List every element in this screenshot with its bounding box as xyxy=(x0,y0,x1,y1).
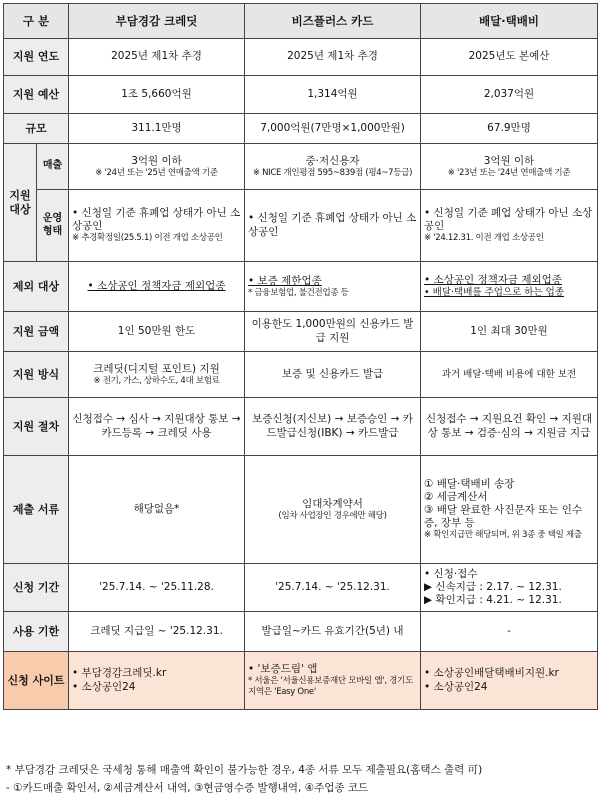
site-delivery-link-1[interactable]: • 소상공인배달택배비지원.kr xyxy=(424,667,559,680)
period-delivery-confirm: ▶ 확인지급 : 4.21. ~ 12.31. xyxy=(424,594,562,607)
docs-card-text: 임대차계약서 xyxy=(302,497,363,510)
exclude-card-note: * 금융보험업, 불건전업종 등 xyxy=(248,287,349,298)
row-label-year: 지원 연도 xyxy=(4,39,69,76)
cell-period-credit: '25.7.14. ~ '25.11.28. xyxy=(69,564,245,612)
cell-sales-credit xyxy=(69,144,245,190)
cell-year-card: 2025년 제1차 추경 xyxy=(245,39,421,76)
cell-period-delivery xyxy=(421,564,598,612)
sales-delivery-note: ※ '23년 또는 '24년 연매출액 기준 xyxy=(447,167,571,178)
site-credit-link-1[interactable]: • 부담경감크레딧.kr xyxy=(72,667,167,680)
cell-budget-credit: 1조 5,660억원 xyxy=(69,76,245,114)
cell-usage-delivery: - xyxy=(421,612,598,652)
cell-docs-credit: 해당없음* xyxy=(69,456,245,564)
sales-card-note: ※ NICE 개인평점 595~839점 (평4~7등급) xyxy=(252,167,413,178)
status-delivery-note: ※ '24.12.31. 이전 개업 소상공인 xyxy=(424,233,544,244)
sales-credit-note: ※ '24년 또는 '25년 연매출액 기준 xyxy=(95,167,218,178)
row-label-scale: 규모 xyxy=(4,114,69,144)
site-card-app[interactable]: • '보증드림' 앱 xyxy=(248,663,318,676)
cell-amount-credit: 1인 50만원 한도 xyxy=(69,312,245,352)
table-row xyxy=(4,352,598,398)
footnote-line-2: - ①카드매출 확인서, ②세금계산서 내역, ③현금영수증 발행내역, ④주업종 코드 xyxy=(6,781,369,794)
cell-year-credit: 2025년 제1차 추경 xyxy=(69,39,245,76)
sales-card-text: 중·저신용자 xyxy=(305,154,360,167)
cell-method-credit xyxy=(69,352,245,398)
sales-delivery-text: 3억원 이하 xyxy=(483,154,535,167)
row-label-docs: 제출 서류 xyxy=(4,456,69,564)
exclude-delivery-text-2: • 배달·택배를 주업으로 하는 업종 xyxy=(424,287,565,299)
cell-status-credit xyxy=(69,190,245,262)
cell-sales-delivery xyxy=(421,144,598,190)
cell-site-delivery xyxy=(421,652,598,710)
cell-process-delivery: 신청접수 → 지원요건 확인 → 지원대상 통보 → 검증·심의 → 지원금 지급 xyxy=(421,398,598,456)
header-category: 구 분 xyxy=(4,4,69,39)
header-delivery: 배달·택배비 xyxy=(421,4,598,39)
sub-label-sales: 매출 xyxy=(37,144,69,190)
cell-scale-credit: 311.1만명 xyxy=(69,114,245,144)
cell-status-delivery xyxy=(421,190,598,262)
method-credit-text: 크레딧(디지털 포인트) 지원 xyxy=(93,362,220,375)
cell-docs-card xyxy=(245,456,421,564)
cell-exclude-credit xyxy=(69,262,245,312)
sales-credit-text: 3억원 이하 xyxy=(131,154,182,167)
exclude-credit-text: • 소상공인 정책자금 제외업종 xyxy=(87,279,226,292)
cell-process-credit: 신청접수 → 심사 → 지원대상 통보 → 카드등록 → 크레딧 사용 xyxy=(69,398,245,456)
table-row xyxy=(4,564,598,612)
table-header-row xyxy=(4,4,598,39)
status-credit-text: • 신청일 기준 휴폐업 상태가 아닌 소상공인 xyxy=(72,207,241,233)
cell-year-delivery: 2025년도 본예산 xyxy=(421,39,598,76)
cell-exclude-card xyxy=(245,262,421,312)
header-bizplus-card: 비즈플러스 카드 xyxy=(245,4,421,39)
cell-sales-card xyxy=(245,144,421,190)
docs-delivery-item-1: ① 배달·택배비 송장 xyxy=(424,477,515,490)
cell-site-credit xyxy=(69,652,245,710)
row-label-usage: 사용 기한 xyxy=(4,612,69,652)
cell-usage-credit: 크레딧 지급일 ~ '25.12.31. xyxy=(69,612,245,652)
row-label-method: 지원 방식 xyxy=(4,352,69,398)
row-label-target: 지원 대상 xyxy=(4,144,37,262)
table-row xyxy=(4,398,598,456)
row-label-exclude: 제외 대상 xyxy=(4,262,69,312)
docs-delivery-item-3: ③ 배달 완료한 사진문자 또는 인수증, 장부 등 xyxy=(424,504,582,530)
cell-method-card: 보증 및 신용카드 발급 xyxy=(245,352,421,398)
exclude-delivery-text-1: • 소상공인 정책자금 제외업종 xyxy=(424,274,562,286)
table-row xyxy=(4,39,598,76)
docs-delivery-note: ※ 확인지급만 해당되며, 위 3종 중 택일 제출 xyxy=(424,530,582,541)
site-credit-link-2[interactable]: • 소상공인24 xyxy=(72,680,136,693)
support-program-table xyxy=(3,3,598,710)
cell-exclude-delivery xyxy=(421,262,598,312)
table-row xyxy=(4,190,598,262)
cell-method-delivery: 과거 배달·택배 비용에 대한 보전 xyxy=(421,352,598,398)
row-label-budget: 지원 예산 xyxy=(4,76,69,114)
cell-amount-delivery: 1인 최대 30만원 xyxy=(421,312,598,352)
period-delivery-head: • 신청·접수 xyxy=(424,567,478,580)
table-row xyxy=(4,114,598,144)
header-credit: 부담경감 크레딧 xyxy=(69,4,245,39)
table-row xyxy=(4,312,598,352)
exclude-card-text: • 보증 제한업종 xyxy=(248,274,322,287)
row-label-process: 지원 절차 xyxy=(4,398,69,456)
docs-delivery-item-2: ② 세금계산서 xyxy=(424,491,488,504)
row-label-site: 신청 사이트 xyxy=(4,652,69,710)
cell-amount-card: 이용한도 1,000만원의 신용카드 발급 지원 xyxy=(245,312,421,352)
cell-scale-delivery: 67.9만명 xyxy=(421,114,598,144)
cell-period-card: '25.7.14. ~ '25.12.31. xyxy=(245,564,421,612)
table-row xyxy=(4,262,598,312)
cell-site-card xyxy=(245,652,421,710)
table-row xyxy=(4,76,598,114)
cell-budget-delivery: 2,037억원 xyxy=(421,76,598,114)
cell-scale-card: 7,000억원(7만명×1,000만원) xyxy=(245,114,421,144)
table-row xyxy=(4,612,598,652)
status-delivery-text: • 신청일 기준 폐업 상태가 아닌 소상공인 xyxy=(424,207,593,233)
row-label-period: 신청 기간 xyxy=(4,564,69,612)
status-credit-note: ※ 추경확정일(25.5.1) 이전 개업 소상공인 xyxy=(72,233,223,244)
sub-label-status: 운영 형태 xyxy=(37,190,69,262)
table-row xyxy=(4,652,598,710)
row-label-amount: 지원 금액 xyxy=(4,312,69,352)
docs-card-note: (임차 사업장인 경우에만 해당) xyxy=(278,510,387,521)
cell-usage-card: 발급일~카드 유효기간(5년) 내 xyxy=(245,612,421,652)
footnote xyxy=(6,762,596,798)
cell-process-card: 보증신청(지신보) → 보증승인 → 카드발급신청(IBK) → 카드발급 xyxy=(245,398,421,456)
site-delivery-link-2[interactable]: • 소상공인24 xyxy=(424,680,488,693)
status-card-text: • 신청일 기준 휴폐업 상태가 아닌 소상공인 xyxy=(248,212,417,238)
method-credit-note: ※ 전기, 가스, 상하수도, 4대 보험료 xyxy=(93,375,220,386)
cell-status-card xyxy=(245,190,421,262)
period-delivery-fast: ▶ 신속지급 : 2.17. ~ 12.31. xyxy=(424,580,562,593)
site-card-note: * 서울은 '서울신용보증재단 모바일 앱', 경기도지역은 'Easy One' xyxy=(248,676,413,698)
cell-budget-card: 1,314억원 xyxy=(245,76,421,114)
table-row xyxy=(4,456,598,564)
footnote-line-1: * 부담경감 크레딧은 국세청 통해 매출액 확인이 불가능한 경우, 4종 서류 모두 제출필요(홈택스 출력 可) xyxy=(6,764,483,776)
cell-docs-delivery xyxy=(421,456,598,564)
table-row xyxy=(4,144,598,190)
